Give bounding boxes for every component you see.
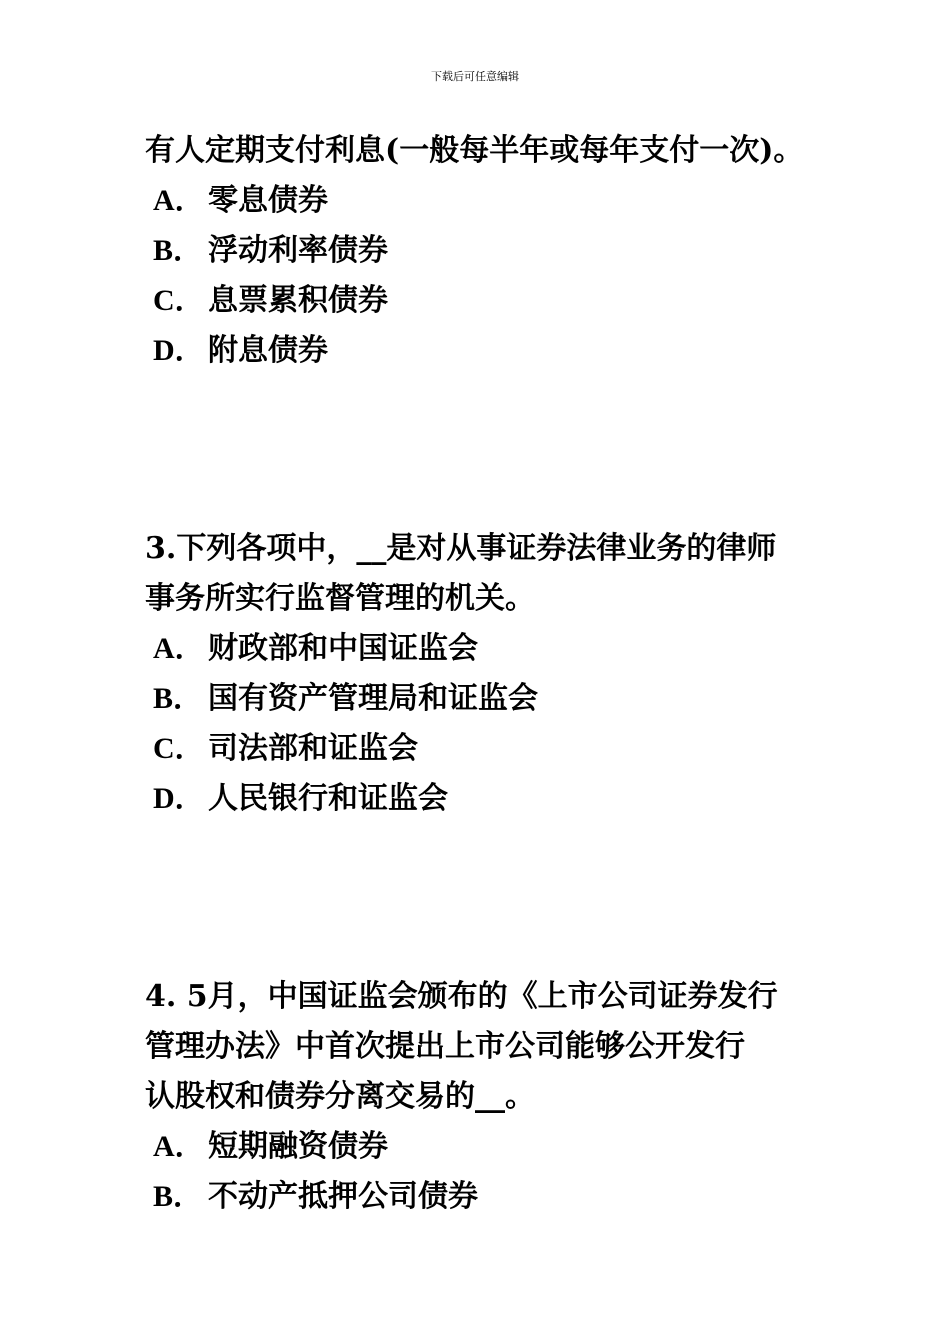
option-text: 国有资产管理局和证监会: [208, 681, 538, 716]
option-text: 零息债券: [208, 183, 328, 218]
question-stem-line: 有人定期支付利息(一般每半年或每年支付一次)。: [145, 133, 804, 168]
spacer: [145, 824, 835, 972]
option-d: [145, 326, 835, 376]
question-2-continued: [145, 126, 835, 376]
option-letter: A．: [153, 632, 205, 665]
option-text: 浮动利率债券: [208, 233, 388, 268]
option-text: 附息债券: [208, 333, 328, 368]
option-text: 短期融资债券: [208, 1129, 388, 1164]
option-letter: D．: [153, 334, 205, 367]
option-letter: D．: [153, 782, 205, 815]
option-c: [145, 724, 835, 774]
question-stem-line: 管理办法》中首次提出上市公司能够公开发行: [145, 1029, 745, 1064]
option-b: [145, 1172, 835, 1222]
option-b: [145, 226, 835, 276]
option-letter: C．: [153, 732, 205, 765]
option-letter: B．: [153, 234, 204, 267]
option-letter: C．: [153, 284, 205, 317]
question-4: [145, 972, 835, 1222]
question-stem-line: 认股权和债券分离交易的__。: [145, 1079, 535, 1114]
option-text: 司法部和证监会: [208, 731, 418, 766]
option-d: [145, 774, 835, 824]
option-letter: B．: [153, 682, 204, 715]
option-a: [145, 1122, 835, 1172]
option-a: [145, 624, 835, 674]
option-text: 人民银行和证监会: [208, 781, 448, 816]
option-c: [145, 276, 835, 326]
option-letter: B．: [153, 1180, 204, 1213]
option-letter: A．: [153, 184, 205, 217]
question-stem-line: 4. 5月，中国证监会颁布的《上市公司证券发行: [145, 979, 778, 1014]
option-letter: A．: [153, 1130, 205, 1163]
option-b: [145, 674, 835, 724]
option-a: [145, 176, 835, 226]
option-text: 息票累积债券: [208, 283, 388, 318]
question-stem-line: 3.下列各项中，__是对从事证券法律业务的律师: [145, 531, 777, 566]
question-3: [145, 524, 835, 824]
page-header: 下载后可任意编辑: [431, 70, 519, 83]
spacer: [145, 376, 835, 524]
document-body: [145, 126, 835, 1222]
question-stem-line: 事务所实行监督管理的机关。: [145, 581, 535, 616]
option-text: 不动产抵押公司债券: [208, 1179, 478, 1214]
option-text: 财政部和中国证监会: [208, 631, 478, 666]
